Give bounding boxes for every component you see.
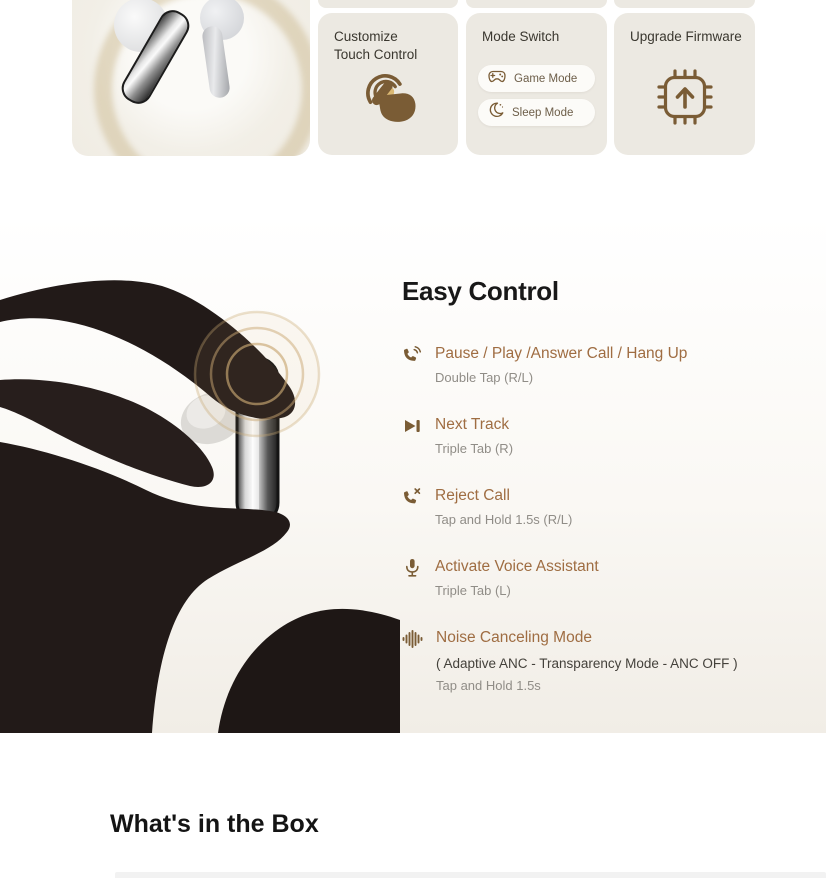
control-item-noise-canceling — [402, 628, 738, 694]
control-gesture: Double Tap (R/L) — [435, 370, 534, 385]
reject-call-icon — [402, 487, 422, 528]
card-title: Customize Touch Control — [334, 29, 418, 62]
control-gesture: Triple Tab (R) — [435, 441, 514, 456]
control-title: Noise Canceling Mode — [436, 629, 592, 646]
card-partial-top-3 — [614, 0, 755, 8]
earbuds-photo-card — [72, 0, 310, 156]
control-title: Pause / Play /Answer Call / Hang Up — [435, 345, 688, 362]
control-gesture: Tap and Hold 1.5s — [436, 678, 541, 693]
crescent-moon-icon — [488, 102, 504, 123]
feature-card-touch-control — [318, 13, 458, 155]
card-partial-top-2 — [466, 0, 607, 8]
firmware-chip-icon — [656, 68, 714, 131]
control-title: Activate Voice Assistant — [435, 558, 599, 575]
card-title: Mode Switch — [482, 29, 560, 44]
gamepad-icon — [488, 70, 506, 88]
control-title: Next Track — [435, 416, 510, 433]
next-track-icon — [402, 416, 422, 457]
control-item-voice-assistant — [402, 557, 599, 599]
whats-in-box-section — [0, 733, 826, 878]
control-item-reject-call — [402, 486, 572, 528]
whats-in-box-heading: What's in the Box — [110, 810, 319, 838]
sleep-mode-pill — [478, 99, 595, 126]
noise-wave-icon — [402, 629, 423, 694]
game-mode-pill — [478, 65, 595, 92]
control-detail: ( Adaptive ANC - Transparency Mode - ANC OFF ) — [436, 656, 738, 671]
next-content-edge — [115, 872, 826, 878]
control-gesture: Triple Tab (L) — [435, 583, 511, 598]
feature-card-mode-switch — [466, 13, 607, 155]
control-item-pause-play — [402, 344, 687, 386]
mode-label: Sleep Mode — [512, 106, 574, 119]
touch-tap-icon — [355, 65, 421, 136]
card-title: Upgrade Firmware — [630, 29, 742, 44]
control-gesture: Tap and Hold 1.5s (R/L) — [435, 512, 573, 527]
control-item-next-track — [402, 415, 513, 457]
microphone-icon — [402, 558, 422, 599]
feature-card-upgrade-firmware — [614, 13, 755, 155]
mode-label: Game Mode — [514, 72, 578, 85]
card-partial-top-1 — [318, 0, 458, 8]
control-title: Reject Call — [435, 487, 510, 504]
hand-holding-earbud-photo — [0, 270, 400, 733]
easy-control-heading: Easy Control — [402, 276, 559, 306]
ringing-phone-icon — [402, 345, 422, 386]
